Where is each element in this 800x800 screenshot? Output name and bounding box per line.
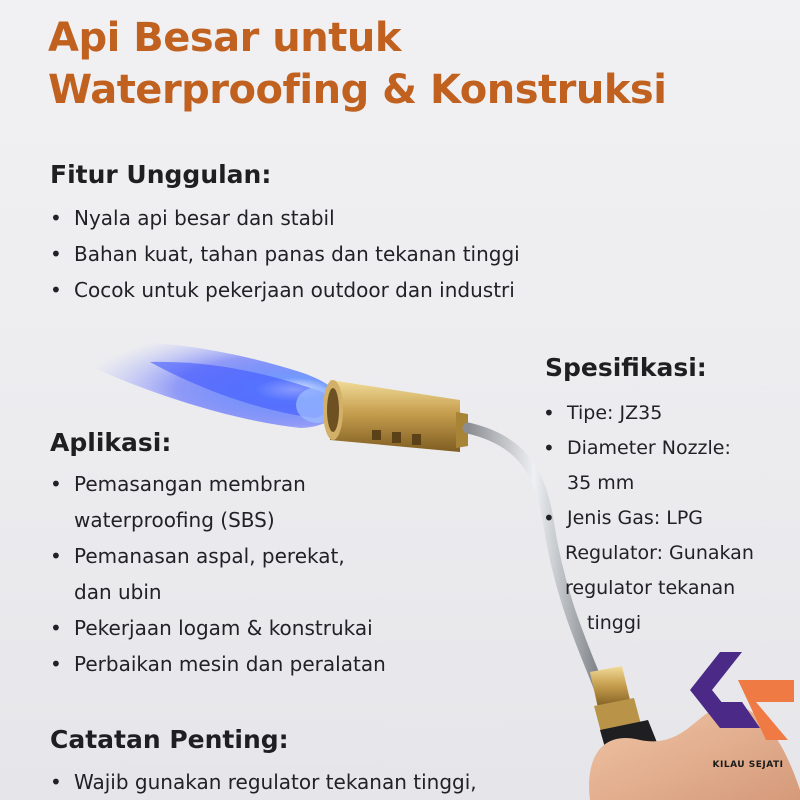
list-item xyxy=(48,466,386,538)
list-item-line: • Pemanasan aspal, perekat, xyxy=(74,544,345,568)
spec-diameter xyxy=(541,431,754,501)
brass-nozzle xyxy=(323,380,468,452)
catatan-heading: Catatan Penting: xyxy=(50,725,289,754)
title-line-2: Waterproofing & Konstruksi xyxy=(48,67,667,113)
spec-diameter-value: 35 mm xyxy=(567,472,635,494)
list-item-line: • Pekerjaan logam & konstrukai xyxy=(74,616,373,640)
fitur-heading: Fitur Unggulan: xyxy=(50,160,272,189)
list-item: • Nyala api besar dan stabil xyxy=(48,200,520,236)
page-title xyxy=(48,12,666,116)
list-item-line: waterproofing (SBS) xyxy=(74,508,275,532)
spec-regulator-line-2: regulator tekanan xyxy=(565,577,736,599)
flame xyxy=(60,342,345,428)
list-item xyxy=(48,538,386,610)
spesifikasi-list xyxy=(541,396,754,641)
spec-regulator-line-1: Regulator: Gunakan xyxy=(565,542,754,564)
brand-name: KILAU SEJATI xyxy=(712,760,784,770)
list-item: • Cocok untuk pekerjaan outdoor dan industri xyxy=(48,272,520,308)
list-item xyxy=(48,646,386,682)
catatan-list xyxy=(48,764,477,800)
spec-regulator xyxy=(541,536,754,641)
list-item-line: • Perbaikan mesin dan peralatan xyxy=(74,652,386,676)
list-item: • Bahan kuat, tahan panas dan tekanan tinggi xyxy=(48,236,520,272)
brand-logo-icon xyxy=(690,640,794,765)
aplikasi-heading: Aplikasi: xyxy=(50,428,172,457)
spec-gas: • Jenis Gas: LPG xyxy=(541,501,754,536)
spec-tipe: • Tipe: JZ35 xyxy=(541,396,754,431)
list-item: • Wajib gunakan regulator tekanan tinggi, xyxy=(48,764,477,800)
spesifikasi-heading: Spesifikasi: xyxy=(545,353,707,382)
fitur-list xyxy=(48,200,520,308)
list-item-line: dan ubin xyxy=(74,580,162,604)
list-item xyxy=(48,610,386,646)
spec-regulator-line-3: tinggi xyxy=(587,612,642,634)
list-item-line: • Pemasangan membran xyxy=(74,472,306,496)
aplikasi-list xyxy=(48,466,386,682)
spec-diameter-label: • Diameter Nozzle: xyxy=(567,437,731,459)
title-line-1: Api Besar untuk xyxy=(48,15,401,61)
